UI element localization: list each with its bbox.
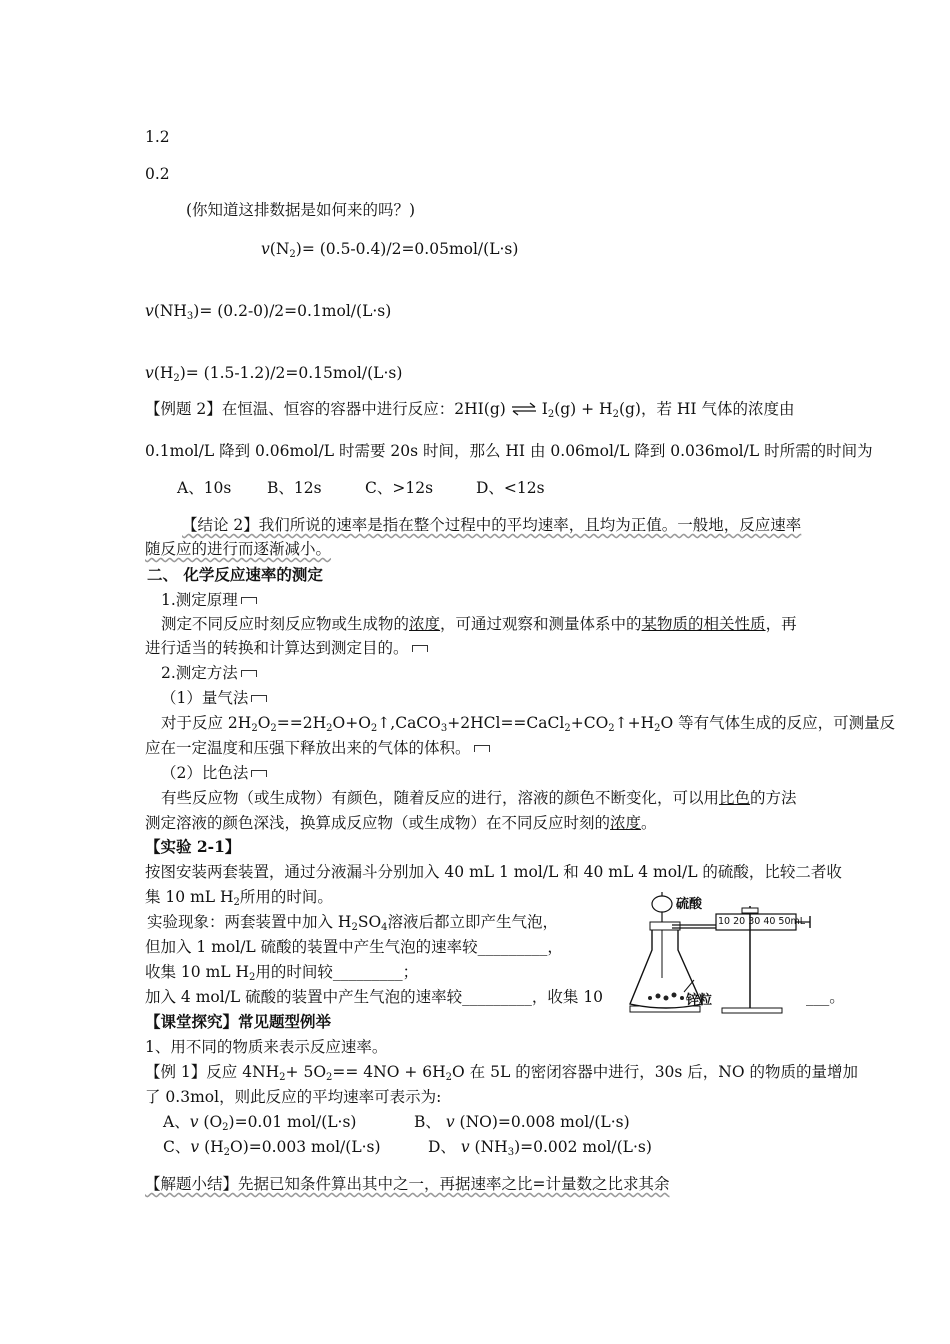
gas-collection-apparatus-figure [622, 888, 812, 1022]
example1-option-a: A、v $(O_2)=0.01$ mol/(L·s) [163, 1113, 357, 1133]
method1-line1: 对于反应 $2H_2O_2==2H_2O+O_2↑,CaCO_3+2HCl==CaCl_2+CO_2↑+H_2O$ 等有气体生成的反应，可测量反 [161, 714, 896, 734]
figure-syringe-scale: 10 20 30 40 50mL [718, 916, 806, 927]
example1-option-b: B、 v (NO)=0.008 mol/(L·s) [414, 1113, 630, 1131]
figure-label-zinc: 锌粒 [686, 993, 713, 1008]
experiment-line2: 集 10 mL $H_2$所用的时间。 [145, 888, 333, 908]
experiment-blank-tail: ___。 [806, 988, 845, 1006]
rate-nh3: $v(NH_3)= (0.2-0)/2=0.1mol/(L\cdot s)$ [145, 302, 392, 322]
example2-line1: 【例题 2】在恒温、恒容的容器中进行反应：2HI(g) $I_2(g) + H_2(g)$，若 HI 气体的浓度由 [145, 400, 795, 420]
principle-title: 1.测定原理 [161, 589, 257, 611]
principle-line1: 测定不同反应时刻反应物或生成物的浓度，可通过观察和测量体系中的某物质的相关性质，再 [161, 615, 797, 633]
inquiry-title: 【课堂探究】常见题型例举 [145, 1012, 332, 1031]
value-1-2: 1.2 [145, 128, 170, 146]
method-title: 2.测定方法 [161, 662, 257, 684]
example2-option-d: D、<12s [476, 479, 545, 497]
rate-h2: $v(H_2)= (1.5-1.2)/2=0.15mol/(L\cdot s)$ [145, 364, 403, 384]
equilibrium-arrow-icon [511, 400, 537, 422]
method2-title: （2）比色法 [161, 762, 267, 784]
conclusion2-line1: 【结论 2】我们所说的速率是指在整个过程中的平均速率，且均为正值。一般地，反应速率 [182, 516, 802, 534]
experiment-blank-rate-4: 加入 4 mol/L 硫酸的装置中产生气泡的速率较_________，收集 10 [145, 988, 604, 1006]
question-hint: (你知道这排数据是如何来的吗？) [186, 201, 416, 219]
principle-line2: 进行适当的转换和计算达到测定目的。 [145, 637, 428, 659]
example1-line2: 了 0.3mol，则此反应的平均速率可表示为: [145, 1088, 442, 1106]
experiment-line1: 按图安装两套装置，通过分液漏斗分别加入 40 mL 1 mol/L 和 40 mL 4 mol/L 的硫酸，比较二者收 [145, 863, 842, 881]
example2-option-a: A、10s [177, 479, 232, 497]
example2-line2: 0.1mol/L 降到 0.06mol/L 时需要 20s 时间，那么 HI 由 0.06mol/L 降到 0.036mol/L 时所需的时间为 [145, 442, 873, 460]
rate-n2: $v(N_2)= (0.5-0.4)/2=0.05mol/(L\cdot s)$ [261, 240, 519, 260]
value-0-2: 0.2 [145, 165, 170, 183]
example1-option-c: C、v $(H_2O)=0.003$ mol/(L·s) [163, 1138, 381, 1158]
example2-option-b: B、12s [267, 479, 322, 497]
example2-option-c: C、>12s [365, 479, 434, 497]
section2-title: 二、 化学反应速率的测定 [147, 565, 323, 584]
experiment-title: 【实验 2-1】 [145, 837, 241, 856]
conclusion2-line2: 随反应的进行而逐渐减小。 [145, 540, 332, 558]
method1-title: （1）量气法 [161, 687, 267, 709]
method2-line1: 有些反应物（或生成物）有颜色，随着反应的进行，溶液的颜色不断变化，可以用比色的方法 [161, 789, 797, 807]
inquiry-question1: 1、用不同的物质来表示反应速率。 [145, 1038, 388, 1056]
example1-option-d: D、 v $(NH_3)=0.002$ mol/(L·s) [428, 1138, 652, 1158]
experiment-observation: 实验现象：两套装置中加入 $H_2SO_4$溶液后都立即产生气泡， [147, 913, 559, 933]
method1-line2: 应在一定温度和压强下释放出来的气体的体积。 [145, 737, 490, 759]
example1-line1: 【例 1】反应 $4NH_2+ 5O_2== 4NO + 6H_2O$ 在 5L 的密闭容器中进行，30s 后，NO 的物质的量增加 [145, 1063, 858, 1083]
experiment-blank-rate-1: 但加入 1 mol/L 硫酸的装置中产生气泡的速率较_________， [145, 938, 563, 956]
method2-line2: 测定溶液的颜色深浅，换算成反应物（或生成物）在不同反应时刻的浓度。 [145, 814, 657, 832]
experiment-blank-time: 收集 10 mL $H_2$用的时间较_________； [145, 963, 419, 983]
solution-summary: 【解题小结】先据已知条件算出其中之一，再据速率之比=计量数之比求其余 [145, 1175, 670, 1193]
figure-label-acid: 硫酸 [676, 897, 703, 912]
